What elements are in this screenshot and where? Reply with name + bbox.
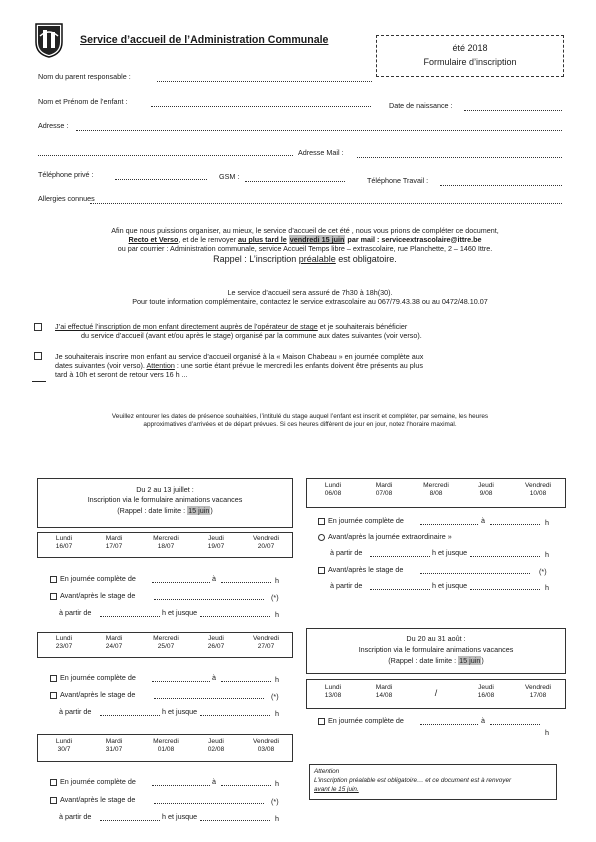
week-06-08-beforeafter[interactable] <box>318 565 403 574</box>
beforeafter-label: Avant/après le stage de <box>60 795 136 804</box>
week-23-07-beforeafter[interactable] <box>50 690 135 699</box>
day-02-08[interactable]: Jeudi 02/08 <box>207 738 225 754</box>
intro-line-1: Afin que nous puissions organiser, au mieux, le service d’accueil de cet été , nous vous prions de compléter ce document, <box>111 226 499 235</box>
phone-label: Téléphone privé : <box>38 170 94 179</box>
day-16-08[interactable]: Jeudi 16/08 <box>477 684 495 700</box>
hour-label: h <box>545 518 549 527</box>
until-label: h et jusque <box>162 608 198 617</box>
option-2-line-2 <box>55 361 575 370</box>
at-label: à <box>481 716 485 725</box>
checkbox-icon[interactable] <box>50 675 57 682</box>
day-27-07[interactable]: Vendredi 27/07 <box>252 635 280 651</box>
checkbox-icon[interactable] <box>50 593 57 600</box>
allergies-label: Allergies connues <box>38 194 95 203</box>
hour-label: h <box>275 576 279 585</box>
week-30-07-fullday[interactable] <box>50 777 136 786</box>
deadline-label: au plus tard le <box>237 235 287 244</box>
august-info-box <box>306 628 566 674</box>
note-title: Attention <box>314 768 340 775</box>
address-label: Adresse : <box>38 121 69 130</box>
week-13-08-fullday-start[interactable] <box>420 724 478 725</box>
option-2-line-1: Je souhaiterais inscrire mon enfant au service d’accueil organisé à la « Maison Chabeau » en journée complète aux <box>55 352 424 361</box>
week-30-07-beforeafter[interactable] <box>50 795 135 804</box>
from-label: à partir de <box>330 581 363 590</box>
day-03-08[interactable]: Vendredi 03/08 <box>252 738 280 754</box>
week-16-07-stage-name[interactable] <box>154 599 264 600</box>
august-box-title: Du 20 au 31 août : <box>406 634 466 643</box>
intro-line-2 <box>40 235 570 244</box>
week-16-07-fullday-start[interactable] <box>152 582 210 583</box>
july-reminder-text: (Rappel : date limite : <box>117 506 188 515</box>
day-14-08[interactable]: Mardi 14/08 <box>375 684 393 700</box>
from-label: à partir de <box>59 812 92 821</box>
week-30-07-stage-name[interactable] <box>154 803 264 804</box>
week-23-07-until[interactable] <box>200 715 270 716</box>
option-2-text <box>55 352 575 379</box>
checkbox-icon[interactable] <box>50 692 57 699</box>
week-13-08-fullday[interactable] <box>318 716 404 725</box>
july-box-reminder <box>38 506 292 515</box>
checkbox-icon[interactable] <box>50 576 57 583</box>
day-15-08-holiday: / <box>434 688 438 698</box>
option-checkbox-2[interactable] <box>34 352 42 360</box>
star-label: (*) <box>271 692 279 701</box>
parent-name-label: Nom du parent responsable : <box>38 72 131 81</box>
checkbox-icon[interactable] <box>50 779 57 786</box>
august-box-subtitle: Inscription via le formulaire animations vacances <box>358 645 514 654</box>
address-field[interactable] <box>76 130 562 131</box>
option-1-operator: J’ai effectué l’inscription de mon enfant directement auprès de l’opérateur de stage <box>55 322 318 331</box>
star-label: (*) <box>539 567 547 576</box>
form-title-box <box>376 35 564 77</box>
week-06-08-extra-from[interactable] <box>370 556 430 557</box>
option-1-line-1 <box>55 322 575 331</box>
day-23-07[interactable]: Lundi 23/07 <box>55 635 73 651</box>
week-30-07-fullday-end[interactable] <box>221 785 271 786</box>
form-season: été 2018 <box>452 43 488 53</box>
work-phone-label: Téléphone Travail : <box>367 176 429 185</box>
option-2-line-3: tard à 10h et seront de retour vers 16 h ... <box>55 370 188 379</box>
extra-day-label: Avant/après la journée extraordinaire » <box>328 532 452 541</box>
from-label: à partir de <box>330 548 363 557</box>
day-16-07[interactable]: Lundi 16/07 <box>55 535 73 551</box>
day-01-08[interactable]: Mercredi 01/08 <box>153 738 179 754</box>
day-07-08[interactable]: Mardi 07/08 <box>375 482 393 498</box>
week-06-08-fullday-start[interactable] <box>420 524 478 525</box>
from-label: à partir de <box>59 707 92 716</box>
week-16-07-beforeafter[interactable] <box>50 591 135 600</box>
birth-date-field[interactable] <box>464 110 562 111</box>
option-2-outing: : une sortie étant prévue le mercredi les enfants doivent être présents au plus <box>174 361 423 370</box>
july-reminder-close: ) <box>210 506 213 515</box>
day-31-07[interactable]: Mardi 31/07 <box>105 738 123 754</box>
form-subtitle: Formulaire d’inscription <box>423 57 517 67</box>
week-23-07-from[interactable] <box>100 715 160 716</box>
reminder-end: est obligatoire. <box>335 254 397 264</box>
fullday-label: En journée complète de <box>328 716 404 725</box>
week-16-07-from[interactable] <box>100 616 160 617</box>
checkbox-icon[interactable] <box>318 718 325 725</box>
parent-name-field[interactable] <box>157 81 372 82</box>
fullday-label: En journée complète de <box>328 516 404 525</box>
hour-label: h <box>275 709 279 718</box>
day-19-07[interactable]: Jeudi 19/07 <box>207 535 225 551</box>
intro-paragraph <box>40 226 570 265</box>
week-23-07-fullday-end[interactable] <box>221 681 271 682</box>
at-label: à <box>481 516 485 525</box>
week-06-08-extra-until[interactable] <box>470 556 540 557</box>
attention-note <box>309 764 557 800</box>
hour-label: h <box>275 814 279 823</box>
beforeafter-label: Avant/après le stage de <box>60 690 136 699</box>
gsm-label: GSM : <box>219 172 240 181</box>
star-label: (*) <box>271 797 279 806</box>
address-field-line2[interactable] <box>38 155 293 156</box>
allergies-field[interactable] <box>90 203 562 204</box>
email-label: Adresse Mail : <box>298 148 344 157</box>
service-contact: Pour toute information complémentaire, contactez le service extrascolaire au 067/79.43.38 ou au 0472/48.10.07 <box>132 297 488 306</box>
hour-label: h <box>275 610 279 619</box>
day-25-07[interactable]: Mercredi 25/07 <box>153 635 179 651</box>
deadline-date: vendredi 15 juin <box>289 235 345 244</box>
checkbox-icon[interactable] <box>318 567 325 574</box>
july-info-box <box>37 478 293 528</box>
week-06-08-extra[interactable] <box>318 532 452 541</box>
page-title: Service d’accueil de l’Administration Communale <box>80 34 329 46</box>
day-09-08[interactable]: Jeudi 9/08 <box>478 482 494 498</box>
fullday-label: En journée complète de <box>60 574 136 583</box>
day-10-08[interactable]: Vendredi 10/08 <box>524 482 552 498</box>
separator <box>32 381 46 382</box>
beforeafter-label: Avant/après le stage de <box>60 591 136 600</box>
until-label: h et jusque <box>432 581 468 590</box>
week-30-07-fullday-start[interactable] <box>152 785 210 786</box>
july-box-title: Du 2 au 13 juillet : <box>136 485 194 494</box>
option-1-line-2: du service d’accueil (avant et/ou après le stage) organisé par la commune aux dates suivantes (voir verso). <box>81 331 422 340</box>
at-label: à <box>212 673 216 682</box>
week-13-08-fullday-end[interactable] <box>490 724 540 725</box>
intro-send-text: , et de le renvoyer <box>178 235 238 244</box>
child-name-field[interactable] <box>151 106 371 107</box>
email-field[interactable] <box>357 157 562 158</box>
instructions <box>30 413 570 429</box>
day-18-07[interactable]: Mercredi 18/07 <box>153 535 179 551</box>
week-30-07-from[interactable] <box>100 820 160 821</box>
child-name-label: Nom et Prénom de l’enfant : <box>38 97 128 106</box>
week-23-07-stage-name[interactable] <box>154 698 264 699</box>
from-label: à partir de <box>59 608 92 617</box>
july-box-subtitle: Inscription via le formulaire animations vacances <box>87 495 243 504</box>
week-16-07-fullday[interactable] <box>50 574 136 583</box>
service-info <box>40 288 580 306</box>
reminder-prior: préalable <box>298 254 336 264</box>
week-06-08-from[interactable] <box>370 589 430 590</box>
day-06-08[interactable]: Lundi 06/08 <box>324 482 342 498</box>
note-line-2: avant le 15 juin. <box>314 786 359 793</box>
intro-line-3: ou par courrier : Administration communale, service Accueil Temps libre – extrascolaire, rue Planchette, 2 – 1460 Ittre. <box>117 244 493 253</box>
work-phone-field[interactable] <box>440 185 562 186</box>
instructions-line-1: Veuillez entourer les dates de présence souhaitées, l’intitulé du stage auquel l’enfant est inscrit et compléter, par semaine, les heures <box>111 413 489 420</box>
day-30-07[interactable]: Lundi 30/7 <box>55 738 73 754</box>
intro-email: par mail : serviceextrascolaire@ittre.be <box>345 235 482 244</box>
checkbox-icon[interactable] <box>318 534 325 541</box>
note-line-1: L’inscription préalable est obligatoire… et ce document est à renvoyer <box>314 777 512 784</box>
week-30-07-until[interactable] <box>200 820 270 821</box>
week-23-07-fullday[interactable] <box>50 673 136 682</box>
until-label: h et jusque <box>432 548 468 557</box>
day-17-07[interactable]: Mardi 17/07 <box>105 535 123 551</box>
at-label: à <box>212 777 216 786</box>
intro-line-4 <box>40 254 570 265</box>
option-2-dates: dates suivantes (voir verso). <box>55 361 147 370</box>
day-13-08[interactable]: Lundi 13/08 <box>324 684 342 700</box>
week-06-08-until[interactable] <box>470 589 540 590</box>
day-24-07[interactable]: Mardi 24/07 <box>105 635 123 651</box>
gsm-field[interactable] <box>245 181 345 182</box>
fullday-label: En journée complète de <box>60 673 136 682</box>
star-label: (*) <box>271 593 279 602</box>
until-label: h et jusque <box>162 707 198 716</box>
hour-label: h <box>545 583 549 592</box>
at-label: à <box>212 574 216 583</box>
option-1-benefit: et je souhaiterais bénéficier <box>317 322 408 331</box>
service-hours: Le service d’accueil sera assuré de 7h30 à 18h(30). <box>227 288 393 297</box>
week-06-08-stage-name[interactable] <box>420 573 530 574</box>
day-20-07[interactable]: Vendredi 20/07 <box>252 535 280 551</box>
hour-label: h <box>275 675 279 684</box>
day-08-08[interactable]: Mercredi 8/08 <box>423 482 449 498</box>
august-reminder-date: 15 juin <box>459 656 481 665</box>
hour-label: h <box>275 779 279 788</box>
reminder-text: Rappel : L’inscription <box>213 254 299 264</box>
option-checkbox-1[interactable] <box>34 323 42 331</box>
fullday-label: En journée complète de <box>60 777 136 786</box>
day-17-08[interactable]: Vendredi 17/08 <box>524 684 552 700</box>
option-1-text <box>55 322 575 340</box>
week-06-08-fullday-end[interactable] <box>490 524 540 525</box>
commune-logo <box>34 22 64 58</box>
hour-label: h <box>545 550 549 559</box>
option-2-attention: Attention <box>146 361 175 370</box>
week-23-07-fullday-start[interactable] <box>152 681 210 682</box>
recto-verso: Recto et Verso <box>128 235 179 244</box>
august-reminder-text: (Rappel : date limite : <box>388 656 459 665</box>
beforeafter-label: Avant/après le stage de <box>328 565 404 574</box>
week-16-07-until[interactable] <box>200 616 270 617</box>
birth-date-label: Date de naissance : <box>389 101 453 110</box>
week-16-07-fullday-end[interactable] <box>221 582 271 583</box>
week-06-08-fullday[interactable] <box>318 516 404 525</box>
until-label: h et jusque <box>162 812 198 821</box>
instructions-line-2: approximatives d’arrivées et de départ prévues. Si ces heures diffèrent de jour en jour, notez l’horaire maximal. <box>143 421 457 428</box>
july-reminder-date: 15 juin <box>188 506 210 515</box>
phone-field[interactable] <box>115 179 207 180</box>
checkbox-icon[interactable] <box>318 518 325 525</box>
day-26-07[interactable]: Jeudi 26/07 <box>207 635 225 651</box>
august-box-reminder <box>307 656 565 665</box>
august-reminder-close: ) <box>481 656 484 665</box>
hour-label: h <box>545 728 549 737</box>
checkbox-icon[interactable] <box>50 797 57 804</box>
